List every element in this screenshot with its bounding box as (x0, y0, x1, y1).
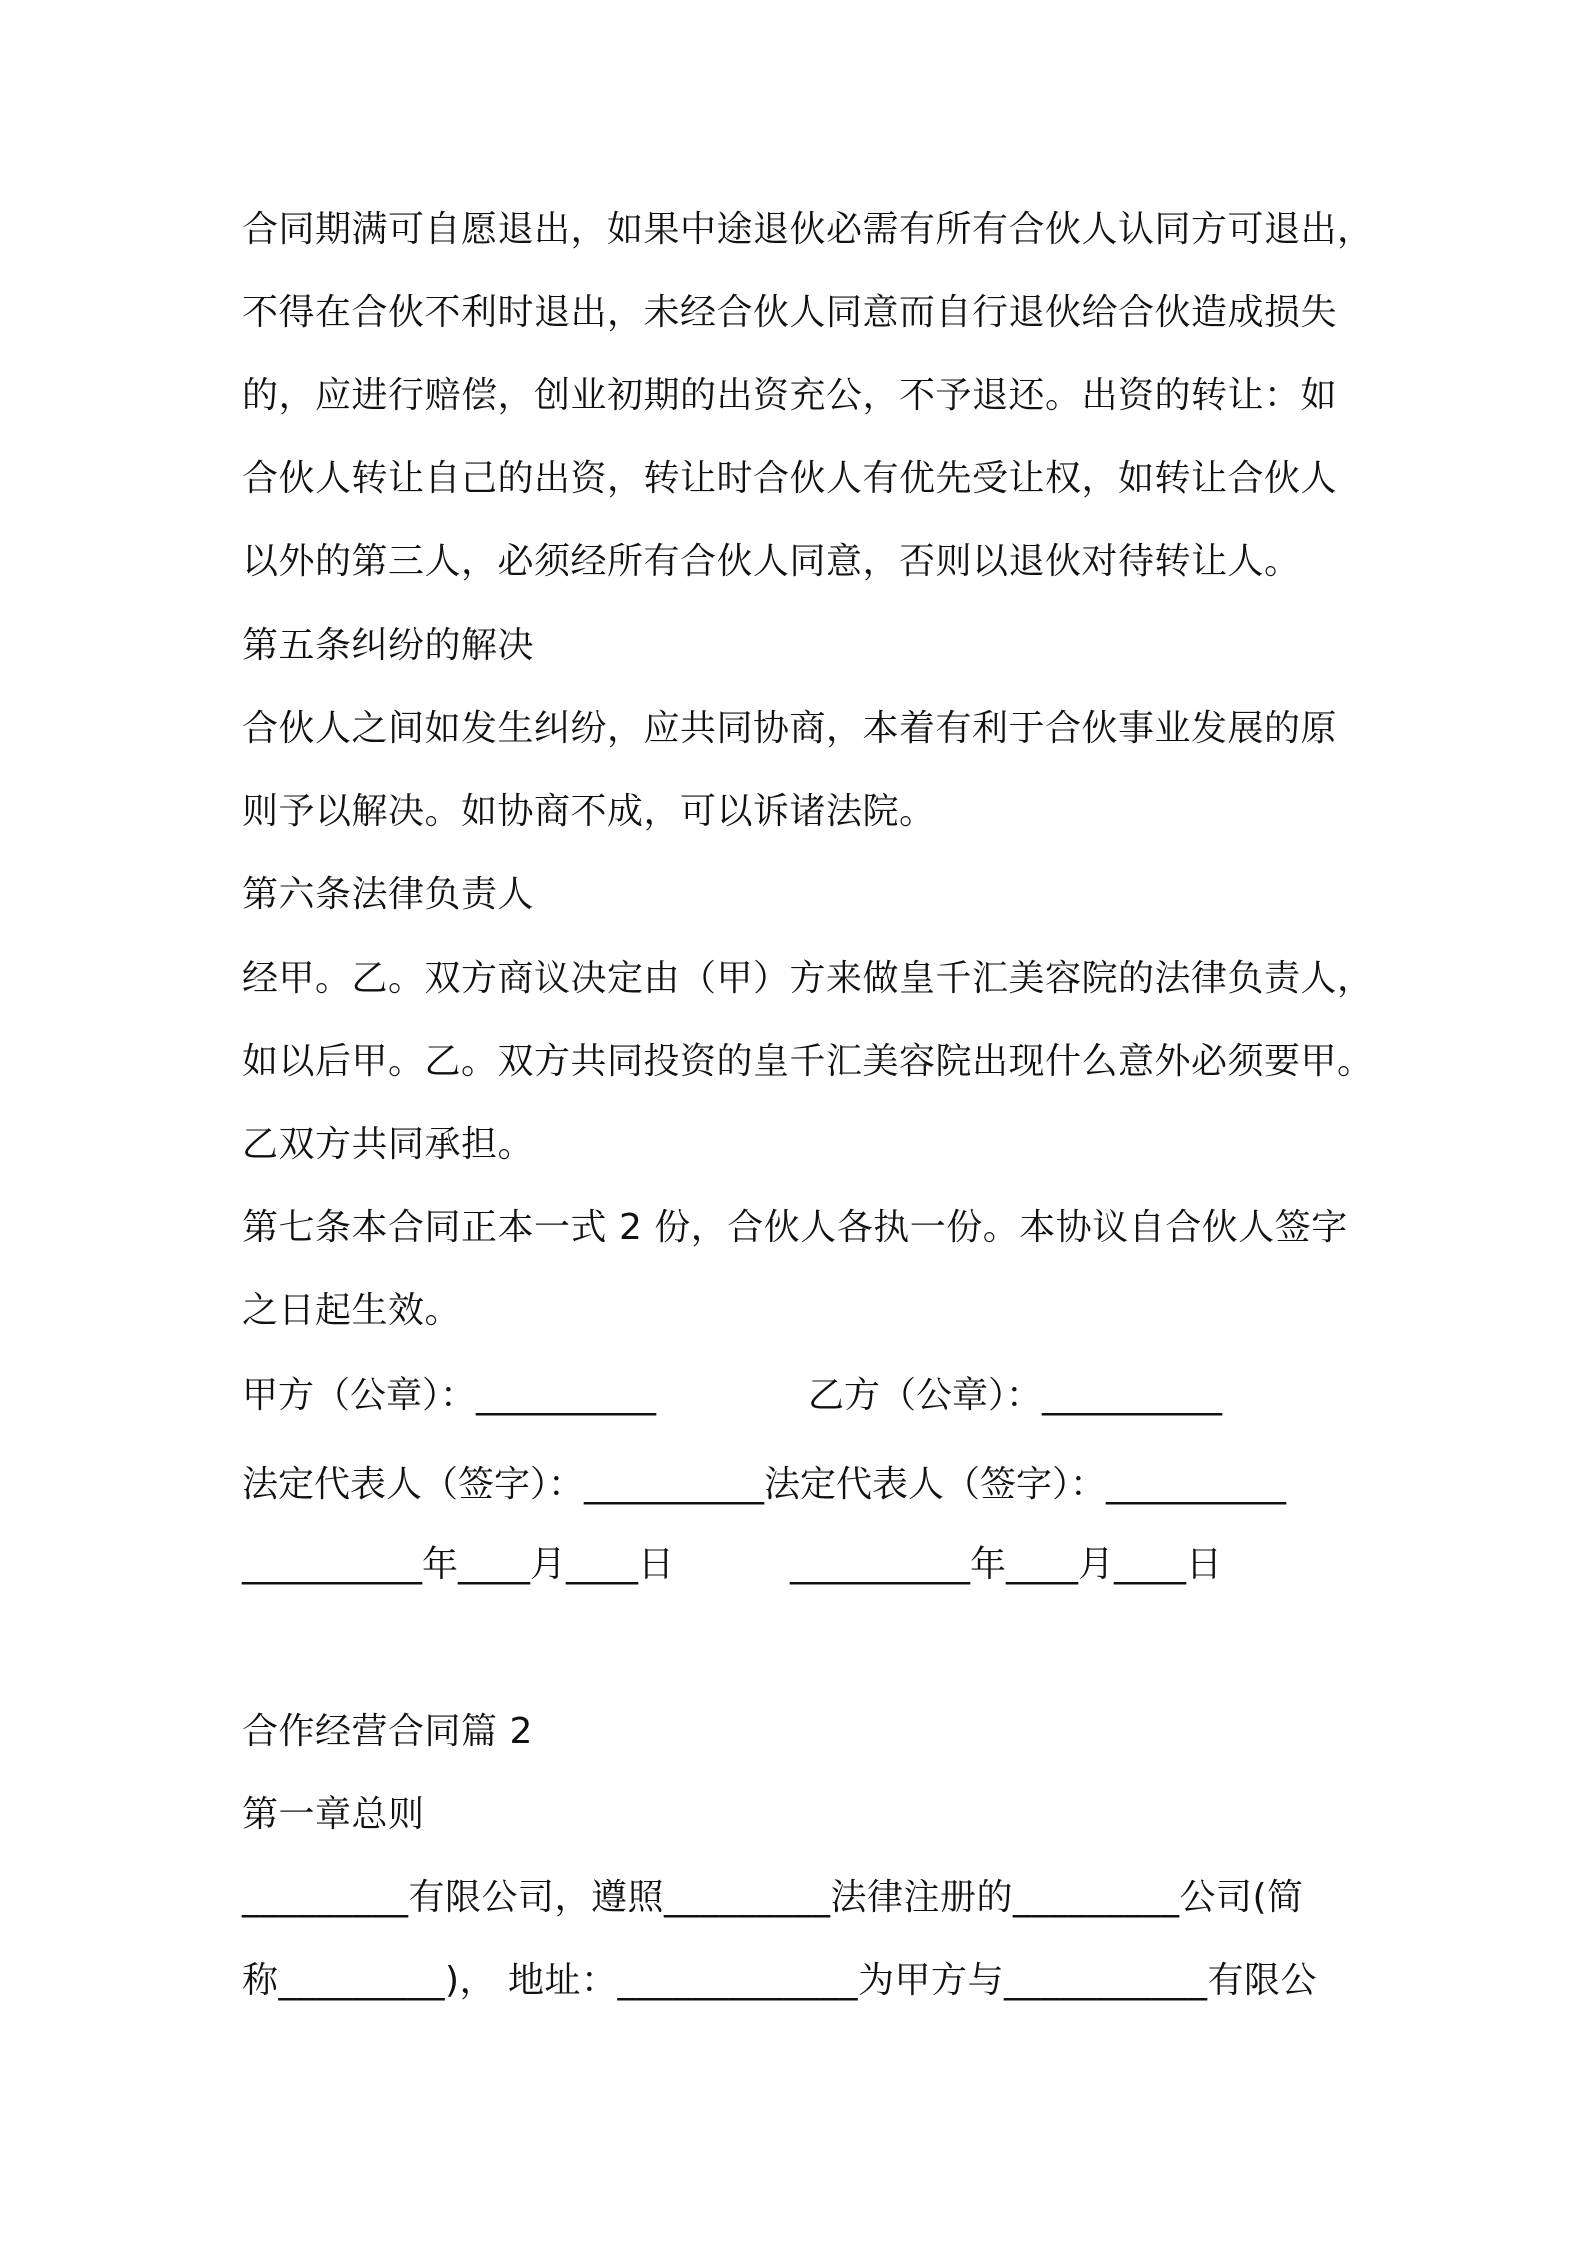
contract-title: 合作经营合同篇 2 (242, 1711, 533, 1752)
party-b-date-field: __________年____月____日 (790, 1544, 1222, 1585)
section-heading: 第五条纠纷的解决 (242, 625, 535, 666)
paragraph-line: 第七条本合同正本一式 2 份，合伙人各执一份。本协议自合伙人签字 (242, 1207, 1348, 1248)
paragraph-line: 合伙人之间如发生纠纷，应共同协商，本着有利于合伙事业发展的原 (242, 708, 1338, 749)
party-a-seal-field: 甲方（公章）：__________ (242, 1375, 657, 1416)
paragraph-line: 称_________)， 地址：_____________为甲方与___________有限公 (242, 1960, 1317, 2001)
paragraph-line: 以外的第三人，必须经所有合伙人同意，否则以退伙对待转让人。 (242, 541, 1301, 582)
paragraph-line: 合伙人转让自己的出资，转让时合伙人有优先受让权，如转让合伙人 (242, 458, 1338, 499)
section-heading: 第六条法律负责人 (242, 874, 535, 915)
paragraph-line: 不得在合伙不利时退出，未经合伙人同意而自行退伙给合伙造成损失 (242, 292, 1338, 333)
paragraph-line: 乙双方共同承担。 (242, 1124, 535, 1165)
legal-representative-signature-line: 法定代表人（签字）：__________法定代表人（签字）：__________ (242, 1464, 1287, 1505)
paragraph-line: 则予以解决。如协商不成，可以诉诸法院。 (242, 791, 936, 832)
party-a-date-field: __________年____月____日 (242, 1544, 674, 1585)
chapter-heading: 第一章总则 (242, 1794, 425, 1835)
party-b-seal-field: 乙方（公章）：__________ (808, 1375, 1223, 1416)
paragraph-line: _________有限公司，遵照_________法律注册的_________公司(简 (242, 1877, 1304, 1918)
paragraph-line: 如以后甲。乙。双方共同投资的皇千汇美容院出现什么意外必须要甲。 (242, 1041, 1374, 1082)
paragraph-line: 之日起生效。 (242, 1290, 462, 1331)
paragraph-line: 的，应进行赔偿，创业初期的出资充公，不予退还。出资的转让：如 (242, 375, 1338, 416)
paragraph-line: 经甲。乙。双方商议决定由（甲）方来做皇千汇美容院的法律负责人， (242, 958, 1374, 999)
paragraph-line: 合同期满可自愿退出，如果中途退伙必需有所有合伙人认同方可退出， (242, 209, 1374, 250)
